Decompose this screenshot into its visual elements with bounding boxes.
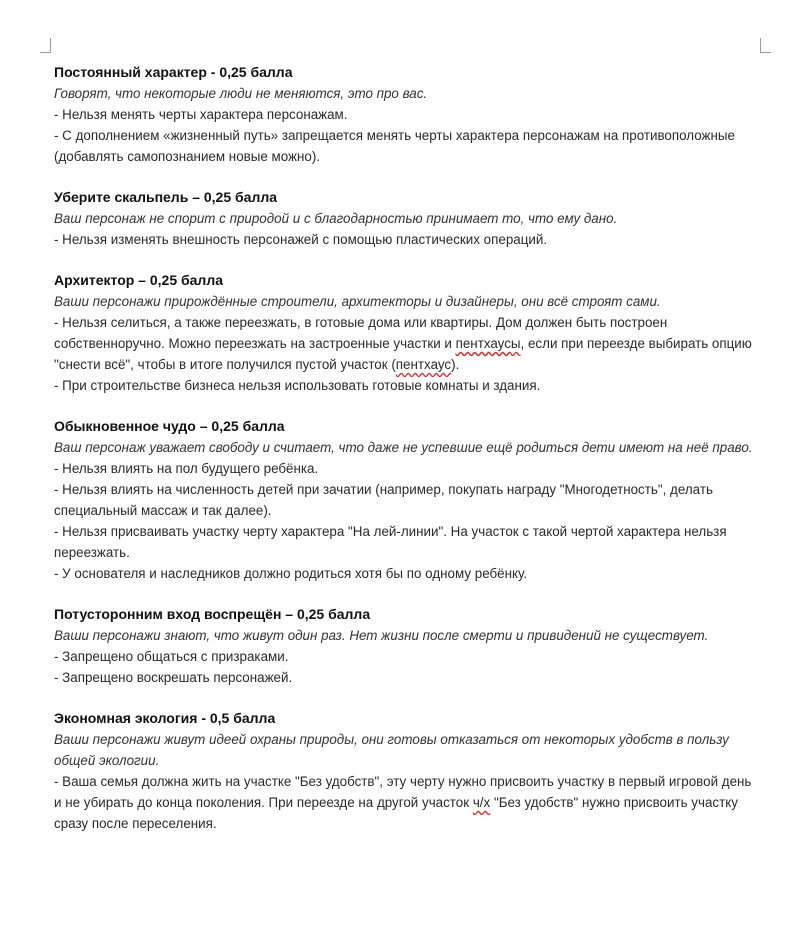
- section-description: Ваши персонажи живут идеей охраны природы, они готовы отказаться от некоторых удобств в пользу общей экологии.: [54, 732, 729, 768]
- section-title: Обыкновенное чудо – 0,25 балла: [54, 418, 285, 434]
- rule-item: - Нельзя влиять на пол будущего ребёнка.: [54, 461, 319, 476]
- section-description: Ваш персонаж не спорит с природой и с благодарностью принимает то, что ему дано.: [54, 211, 618, 226]
- spellcheck-flag: пентхаус: [455, 336, 511, 351]
- rule-item: - Запрещено воскрешать персонажей.: [54, 670, 293, 685]
- section-remove-scalpel: [54, 187, 759, 250]
- page-corner-mark-right: [760, 38, 771, 53]
- section-title: Потусторонним вход воспрещён – 0,25 балла: [54, 606, 371, 622]
- rule-item: - Запрещено общаться с призраками.: [54, 649, 289, 664]
- rule-item: - При строительстве бизнеса нельзя использовать готовые комнаты и здания.: [54, 378, 541, 393]
- spellcheck-flag: ч/х: [472, 795, 491, 810]
- spellcheck-flag: пентхаус: [395, 357, 452, 372]
- section-title: Уберите скальпель – 0,25 балла: [54, 189, 278, 205]
- page-corner-mark-left: [40, 38, 51, 53]
- section-ordinary-miracle: [54, 416, 759, 584]
- rule-item: - Нельзя присваивать участку черту характера "На лей-линии". На участок с такой чертой характера нельзя переезжать.: [54, 524, 727, 560]
- rule-item: - Нельзя менять черты характера персонажам.: [54, 107, 348, 122]
- rule-item: - Ваша семья должна жить на участке "Без удобств", эту черту нужно присвоить участку в первый игровой день и не убирать до конца поколения. При переезде на другой участок ч/х "Без удобств" нужно присвоить участку сразу после переселения.: [54, 774, 752, 831]
- rule-item: - Нельзя селиться, а также переезжать, в готовые дома или квартиры. Дом должен быть построен собственноручно. Можно переезжать на застроенные участки и пентхаусы, если при переезде выбирать опцию "снести всё", чтобы в итоге получился пустой участок (пентхаус).: [54, 315, 752, 372]
- section-title: Постоянный характер - 0,25 балла: [54, 64, 293, 80]
- document-body: [54, 62, 759, 854]
- section-description: Ваши персонажи прирождённые строители, архитекторы и дизайнеры, они всё строят сами.: [54, 294, 661, 309]
- rule-item: - Нельзя влиять на численность детей при зачатии (например, покупать награду "Многодетность", делать специальный массаж и так далее).: [54, 482, 713, 518]
- section-title: Экономная экология - 0,5 балла: [54, 710, 276, 726]
- section-description: Ваш персонаж уважает свободу и считает, что даже не успевшие ещё родиться дети имеют на неё право.: [54, 440, 753, 455]
- section-permanent-character: [54, 62, 759, 167]
- rule-item: - Нельзя изменять внешность персонажей с помощью пластических операций.: [54, 232, 548, 247]
- section-title: Архитектор – 0,25 балла: [54, 272, 224, 288]
- section-economic-ecology: [54, 708, 759, 834]
- section-description: Ваши персонажи знают, что живут один раз. Нет жизни после смерти и привидений не существует.: [54, 628, 709, 643]
- section-architect: [54, 270, 759, 396]
- rule-item: - С дополнением «жизненный путь» запрещается менять черты характера персонажам на противоположные (добавлять самопознанием новые можно).: [54, 128, 735, 164]
- section-description: Говорят, что некоторые люди не меняются, это про вас.: [54, 86, 428, 101]
- section-otherworldly-forbidden: [54, 604, 759, 688]
- rule-item: - У основателя и наследников должно родиться хотя бы по одному ребёнку.: [54, 566, 528, 581]
- spellcheck-flag: пентхаусы: [455, 336, 521, 351]
